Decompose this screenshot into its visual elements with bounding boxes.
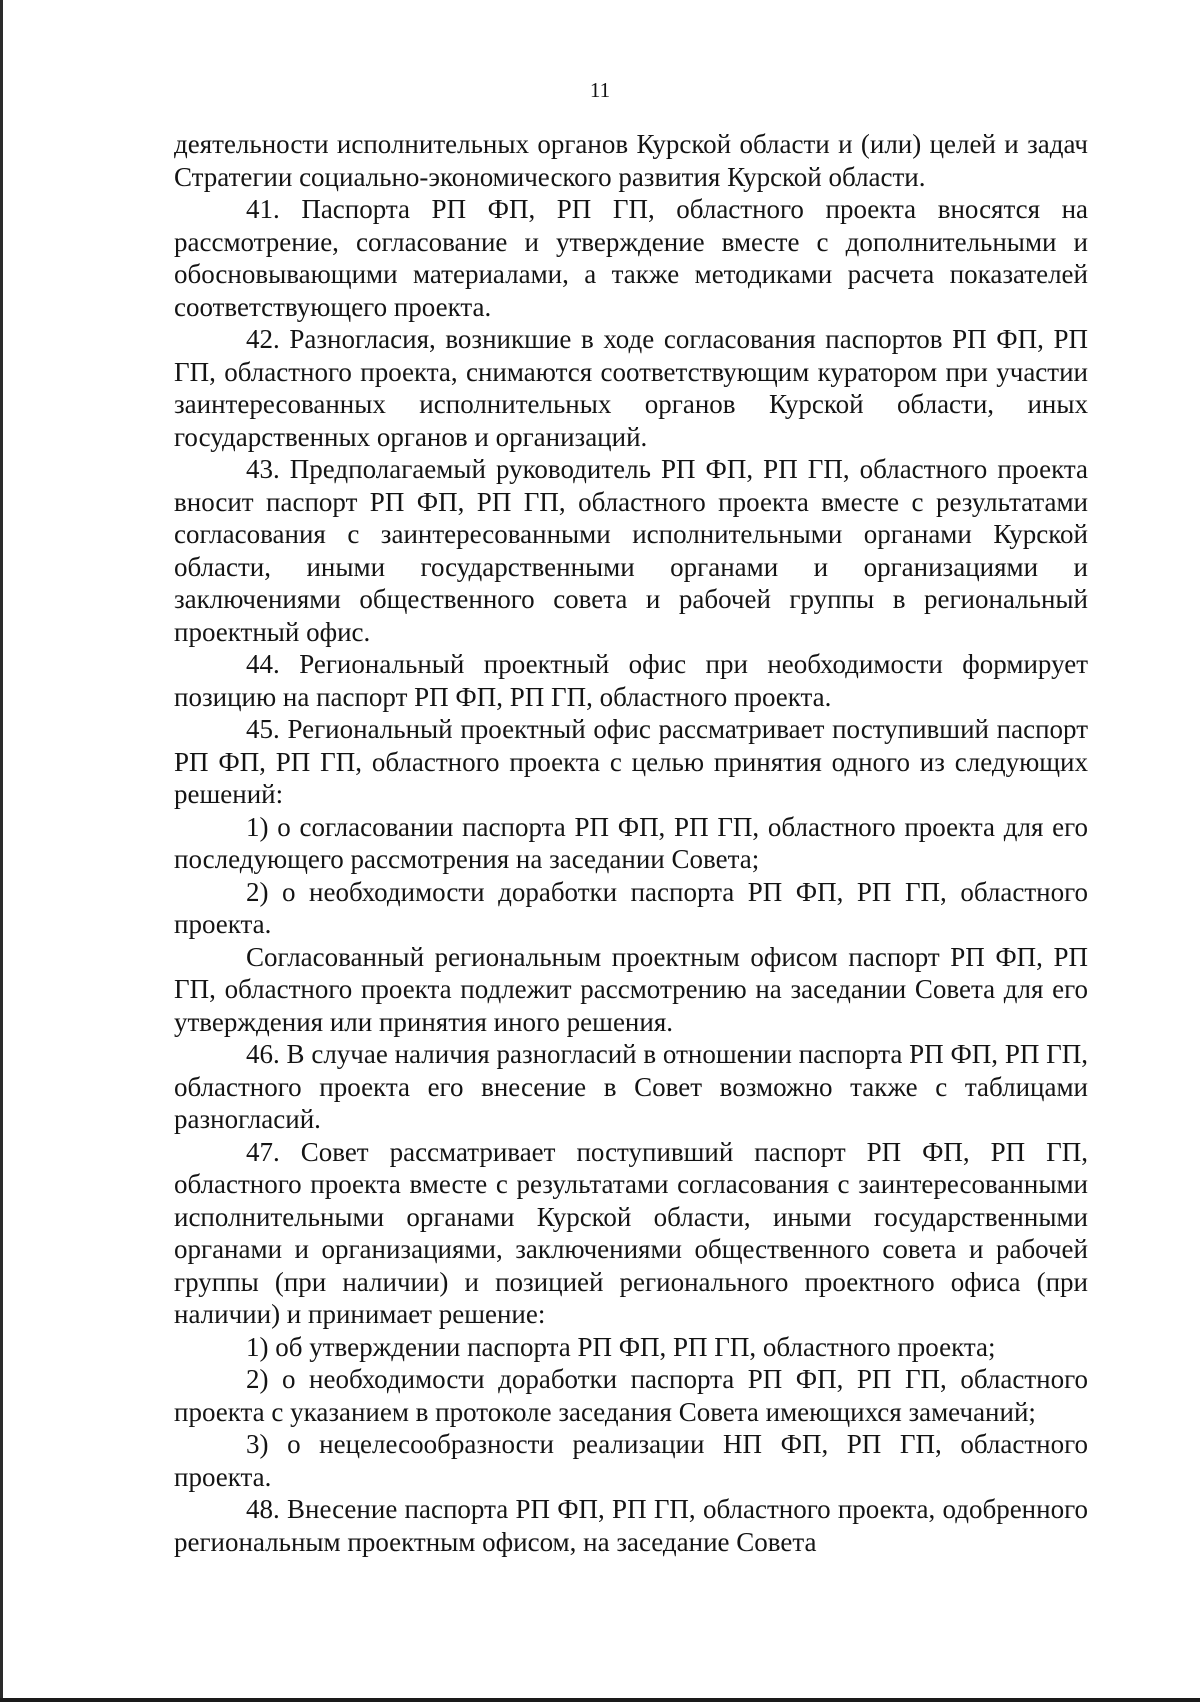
paragraph-44: 44. Региональный проектный офис при необходимости формирует позицию на паспорт РП ФП, РП ГП, областного проекта. [174,649,1088,712]
paragraph-47-item-2: 2) о необходимости доработки паспорта РП ФП, РП ГП, областного проекта с указанием в протоколе заседания Совета имеющихся замечаний; [174,1364,1088,1427]
paragraph-47-item-1: 1) об утверждении паспорта РП ФП, РП ГП, областного проекта; [246,1331,996,1362]
document-body [174,128,1088,1558]
scan-bottom-edge [0,1698,1200,1702]
paragraph-45-item-2: 2) о необходимости доработки паспорта РП ФП, РП ГП, областного проекта. [174,876,1088,939]
paragraph-45-item-1: 1) о согласовании паспорта РП ФП, РП ГП, областного проекта для его последующего рассмотрения на заседании Совета; [174,811,1088,874]
paragraph-43: 43. Предполагаемый руководитель РП ФП, РП ГП, областного проекта вносит паспорт РП ФП, РП ГП, областного проекта вместе с результатами согласования с заинтересованными исполнительными органами Курской области, иными государственными органами и организациями и заключениями общественного совета и рабочей группы в региональный проектный офис. [174,454,1088,647]
paragraph-47: 47. Совет рассматривает поступивший паспорт РП ФП, РП ГП, областного проекта вместе с результатами согласования с заинтересованными исполнительными органами Курской области, иными государственными органами и организациями, заключениями общественного совета и рабочей группы (при наличии) и позицией регионального проектного офиса (при наличии) и принимает решение: [174,1136,1088,1329]
page-number: 11 [589,78,611,102]
paragraph-46: 46. В случае наличия разногласий в отношении паспорта РП ФП, РП ГП, областного проекта его внесение в Совет возможно также с таблицами разногласий. [174,1039,1088,1134]
paragraph-47-item-3: 3) о нецелесообразности реализации НП ФП, РП ГП, областного проекта. [174,1429,1088,1492]
paragraph-48: 48. Внесение паспорта РП ФП, РП ГП, областного проекта, одобренного региональным проектным офисом, на заседание Совета [174,1494,1088,1557]
paragraph-45: 45. Региональный проектный офис рассматривает поступивший паспорт РП ФП, РП ГП, областного проекта с целью принятия одного из следующих решений: [174,714,1088,809]
paragraph-continuation: деятельности исполнительных органов Курской области и (или) целей и задач Стратегии социально-экономического развития Курской области. [174,129,1088,192]
paragraph-41: 41. Паспорта РП ФП, РП ГП, областного проекта вносятся на рассмотрение, согласование и утверждение вместе с дополнительными и обосновывающими материалами, а также методиками расчета показателей соответствующего проекта. [174,194,1088,322]
paragraph-45-note: Согласованный региональным проектным офисом паспорт РП ФП, РП ГП, областного проекта подлежит рассмотрению на заседании Совета для его утверждения или принятия иного решения. [174,941,1088,1037]
paragraph-42: 42. Разногласия, возникшие в ходе согласования паспортов РП ФП, РП ГП, областного проекта, снимаются соответствующим куратором при участии заинтересованных исполнительных органов Курской области, иных государственных органов и организаций. [174,324,1088,452]
scan-left-edge [0,0,3,1702]
